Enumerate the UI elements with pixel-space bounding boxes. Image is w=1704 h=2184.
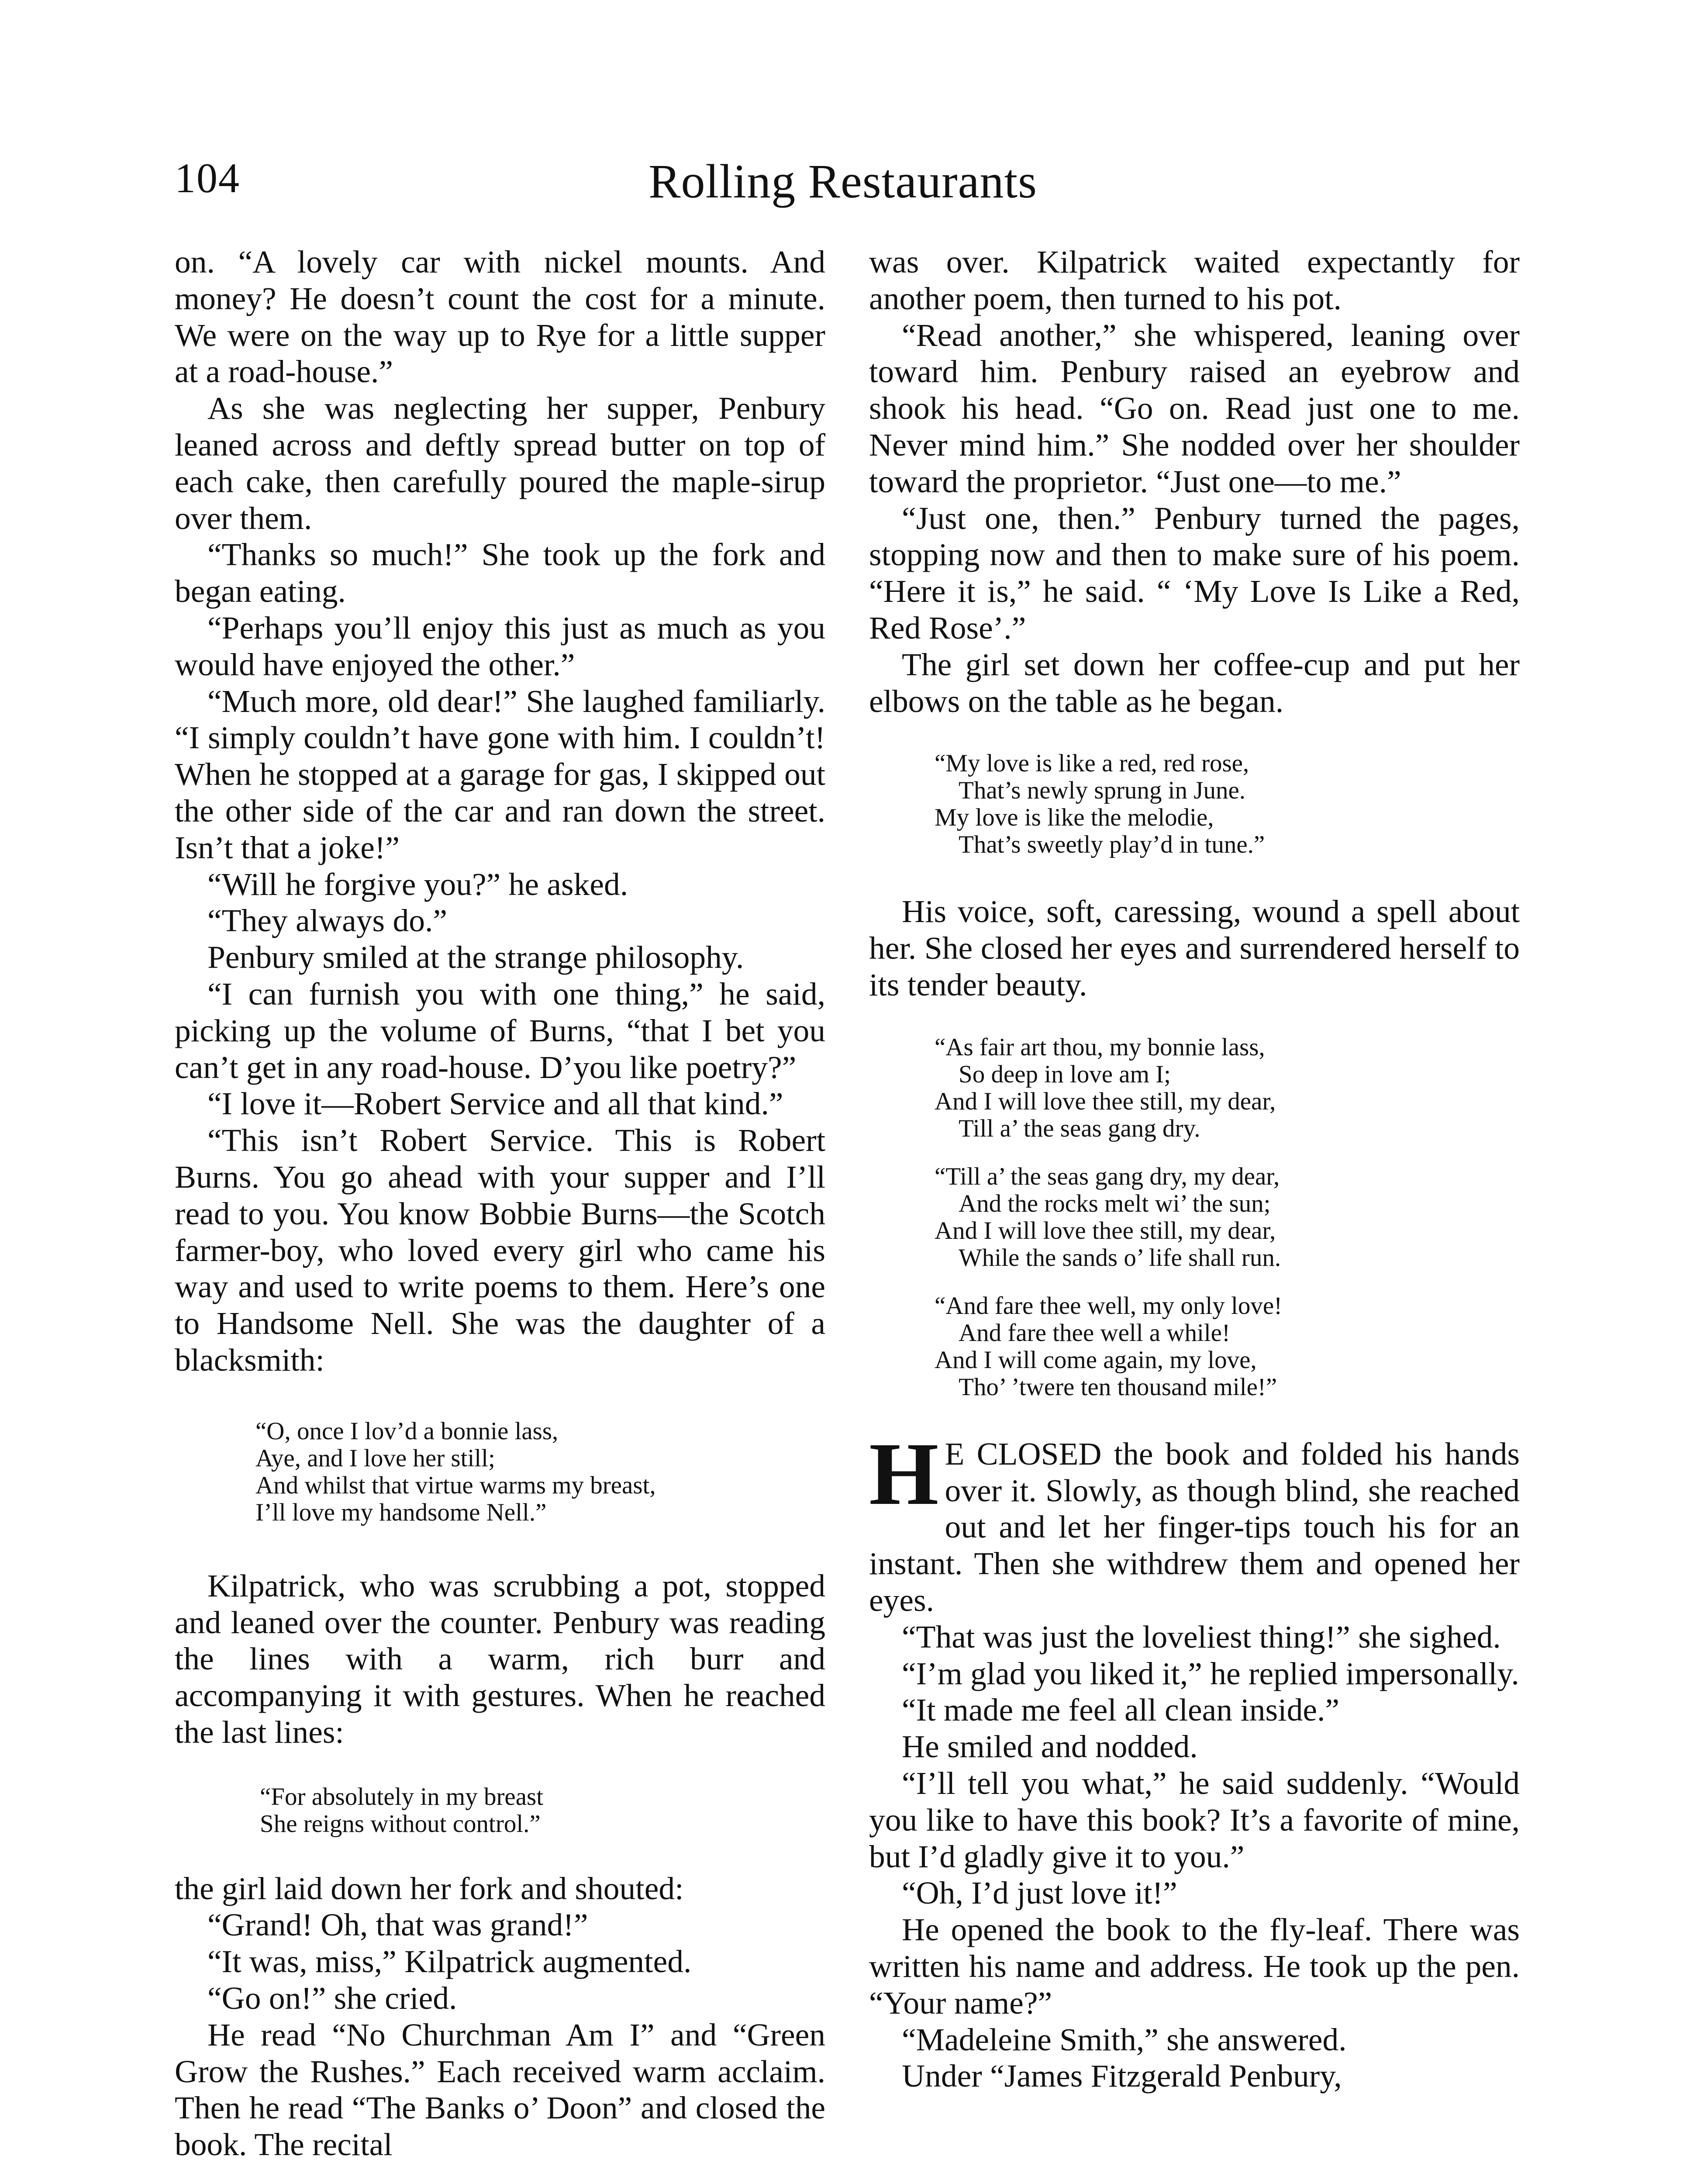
paragraph: He read “No Churchman Am I” and “Green Grow the Rushes.” Each received warm acclaim. Then he read “The Banks o’ Doon” and closed the book. The recital (175, 2017, 825, 2163)
verse-line: “O, once I lov’d a bonnie lass, (255, 1417, 559, 1445)
paragraph: “This isn’t Robert Service. This is Robert Burns. You go ahead with your supper and I’ll read to you. You know Bobbie Burns—the Scotch farmer-boy, who loved every girl who came his way and used to write poems to them. Here’s one to Handsome Nell. She was the daughter of a blacksmith: (175, 1123, 825, 1378)
paragraph: on. “A lovely car with nickel mounts. And money? He doesn’t count the cost for a minute. We were on the way up to Rye for a little supper at a road-house.” (175, 244, 825, 390)
right-column (869, 244, 1520, 2094)
verse-line: And fare thee well a while! (959, 1319, 1230, 1347)
paragraph: “Oh, I’d just love it!” (902, 1875, 1177, 1911)
verse-line: My love is like the melodie, (935, 804, 1214, 832)
paragraph: “I can furnish you with one thing,” he said, picking up the volume of Burns, “that I bet you can’t get in any road-house. D’you like poetry?” (175, 976, 825, 1085)
stanza (935, 1034, 1520, 1142)
paragraph: “Much more, old dear!” She laughed familiarly. “I simply couldn’t have gone with him. I couldn’t! When he stopped at a garage for gas, I skipped out the other side of the car and ran down the street. Isn’t that a joke!” (175, 683, 825, 865)
verse-line: I’ll love my handsome Nell.” (255, 1498, 547, 1526)
poem-fair-art-thou (935, 1034, 1520, 1401)
verse-line: So deep in love am I; (959, 1060, 1171, 1088)
paragraph: “I love it—Robert Service and all that kind.” (207, 1086, 783, 1122)
verse-line: And I will love thee still, my dear, (935, 1087, 1276, 1115)
paragraph: “I’ll tell you what,” he said suddenly. “Would you like to have this book? It’s a favorite of mine, but I’d gladly give it to you.” (869, 1765, 1520, 1874)
paragraph: The girl set down her coffee-cup and put her elbows on the table as he began. (869, 646, 1520, 719)
verse-line: Till a’ the seas gang dry. (959, 1114, 1200, 1142)
paragraph: “Madeleine Smith,” she answered. (902, 2022, 1347, 2057)
poem-last-lines (260, 1783, 825, 1838)
paragraph: “It was, miss,” Kilpatrick augmented. (207, 1944, 692, 1980)
verse-line: “For absolutely in my breast (260, 1783, 544, 1811)
verse-line: And I will love thee still, my dear, (935, 1216, 1276, 1244)
page-number: 104 (175, 155, 240, 201)
verse-line: Aye, and I love her still; (255, 1444, 495, 1472)
verse-line: “And fare thee well, my only love! (935, 1292, 1283, 1320)
verse-line: That’s sweetly play’d in tune.” (959, 831, 1265, 859)
poem-handsome-nell (255, 1418, 825, 1526)
verse-line: While the sands o’ life shall run. (959, 1244, 1281, 1272)
verse-line: Tho’ ’twere ten thousand mile!” (959, 1373, 1277, 1401)
paragraph: “They always do.” (207, 903, 447, 939)
paragraph: Kilpatrick, who was scrubbing a pot, stopped and leaned over the counter. Penbury was reading the lines with a warm, rich burr and accompanying it with gestures. When he reached the last lines: (175, 1568, 825, 1750)
paragraph: “Perhaps you’ll enjoy this just as much as you would have enjoyed the other.” (175, 610, 825, 682)
paragraph: “That was just the loveliest thing!” she sighed. (902, 1619, 1501, 1655)
verse-line: She reigns without control.” (260, 1810, 541, 1838)
paragraph: “It made me feel all clean inside.” (902, 1692, 1339, 1728)
paragraph: “Thanks so much!” She took up the fork and began eating. (175, 537, 825, 609)
paragraph: “Will he forgive you?” he asked. (207, 866, 628, 902)
dropcap-paragraph-text: E CLOSED the book and folded his hands over it. Slowly, as though blind, she reached out and let her finger-tips touch his for an instant. Then she withdrew them and opened her eyes. (869, 1436, 1520, 1618)
verse-line: And whilst that virtue warms my breast, (255, 1471, 656, 1499)
page-header (175, 154, 1511, 219)
paragraph: “I’m glad you liked it,” he replied impersonally. (902, 1655, 1519, 1691)
paragraph: the girl laid down her fork and shouted: (175, 1870, 684, 1906)
verse-line: And the rocks melt wi’ the sun; (959, 1189, 1271, 1217)
paragraph: “Just one, then.” Penbury turned the pages, stopping now and then to make sure of his poem. “Here it is,” he said. “ ‘My Love Is Like a Red, Red Rose’.” (869, 500, 1520, 646)
paragraph: “Go on!” she cried. (207, 1980, 457, 2016)
verse-line: That’s newly sprung in June. (959, 777, 1246, 805)
paragraph: “Read another,” she whispered, leaning over toward him. Penbury raised an eyebrow and shook his head. “Go on. Read just one to me. Never mind him.” She nodded over her shoulder toward the proprietor. “Just one—to me.” (869, 317, 1520, 499)
drop-cap: H (869, 1424, 939, 1524)
left-column (175, 244, 825, 2163)
paragraph: Penbury smiled at the strange philosophy. (207, 940, 744, 975)
verse-line: “Till a’ the seas gang dry, my dear, (935, 1162, 1280, 1190)
stanza (935, 1163, 1520, 1272)
paragraph: He smiled and nodded. (902, 1729, 1198, 1765)
paragraph: was over. Kilpatrick waited expectantly for another poem, then turned to his pot. (869, 244, 1520, 316)
paragraph: He opened the book to the fly-leaf. There was written his name and address. He took up the pen. “Your name?” (869, 1912, 1520, 2021)
paragraph: As she was neglecting her supper, Penbury leaned across and deftly spread butter on top of each cake, then carefully poured the maple-sirup over them. (175, 390, 825, 536)
verse-line: “My love is like a red, red rose, (935, 750, 1249, 778)
paragraph: Under “James Fitzgerald Penbury, (902, 2058, 1342, 2094)
verse-line: “As fair art thou, my bonnie lass, (935, 1033, 1265, 1061)
dropcap-paragraph (869, 1424, 1520, 1619)
paragraph: His voice, soft, caressing, wound a spell about her. She closed her eyes and surrendered herself to its tender beauty. (869, 894, 1520, 1002)
paragraph: “Grand! Oh, that was grand!” (207, 1907, 588, 1943)
verse-line: And I will come again, my love, (935, 1346, 1257, 1374)
poem-red-red-rose (935, 750, 1520, 858)
running-title: Rolling Restaurants (648, 155, 1037, 208)
stanza (935, 1292, 1520, 1401)
